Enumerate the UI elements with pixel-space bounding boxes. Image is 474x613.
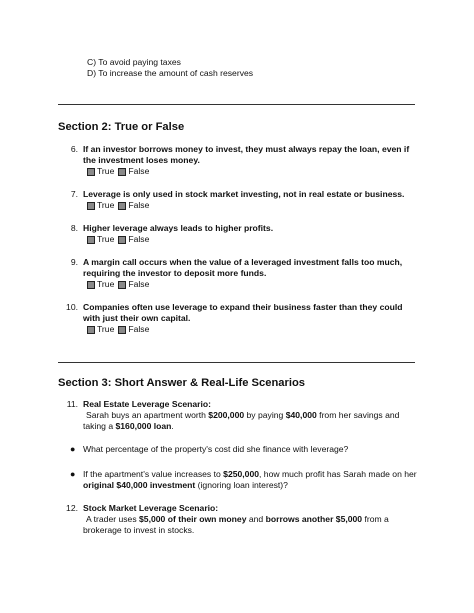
true-false-options	[87, 200, 149, 211]
scenario-text: A trader uses $5,000 of their own money and borrows another $5,000 from a	[86, 514, 389, 524]
true-checkbox[interactable]	[87, 236, 95, 244]
option-d: D) To increase the amount of cash reserves	[87, 68, 254, 78]
true-label: True	[97, 234, 115, 244]
question-number: 6.	[70, 144, 78, 154]
question-text-cont: requiring the investor to deposit more funds.	[83, 268, 267, 278]
true-checkbox[interactable]	[87, 281, 95, 289]
bullet-question-cont: original $40,000 investment (ignoring loan interest)?	[83, 480, 288, 490]
false-label: False	[128, 200, 150, 210]
scenario-text-cont: brokerage to invest in stocks.	[83, 525, 195, 535]
option-c: C) To avoid paying taxes	[87, 57, 181, 67]
true-false-options	[87, 279, 149, 290]
bullet-icon: ●	[70, 469, 76, 479]
question-text: Higher leverage always leads to higher profits.	[83, 223, 274, 233]
false-label: False	[128, 324, 150, 334]
false-label: False	[128, 234, 150, 244]
section-3-title: Section 3: Short Answer & Real-Life Scenarios	[58, 377, 306, 389]
true-label: True	[97, 279, 115, 289]
true-false-options	[87, 166, 149, 177]
question-text: If an investor borrows money to invest, they must always repay the loan, even if	[83, 144, 410, 154]
false-checkbox[interactable]	[118, 326, 126, 334]
true-label: True	[97, 324, 115, 334]
true-label: True	[97, 200, 115, 210]
question-number: 8.	[70, 223, 78, 233]
bullet-question: What percentage of the property's cost did she finance with leverage?	[83, 444, 349, 454]
scenario-text: Sarah buys an apartment worth $200,000 by paying $40,000 from her savings and	[86, 410, 400, 420]
question-text: Companies often use leverage to expand their business faster than they could	[83, 302, 403, 312]
scenario-heading: Stock Market Leverage Scenario:	[83, 503, 219, 513]
bullet-icon: ●	[70, 444, 76, 454]
question-text: Leverage is only used in stock market investing, not in real estate or business.	[83, 189, 405, 199]
false-label: False	[128, 279, 150, 289]
divider	[58, 104, 415, 105]
question-number: 9.	[70, 257, 78, 267]
bullet-question: If the apartment's value increases to $250,000, how much profit has Sarah made on her	[83, 469, 417, 479]
false-checkbox[interactable]	[118, 281, 126, 289]
question-text-cont: the investment loses money.	[83, 155, 200, 165]
true-false-options	[87, 234, 149, 245]
section-2-title: Section 2: True or False	[58, 121, 185, 133]
divider	[58, 362, 415, 363]
scenario-text-cont: taking a $160,000 loan.	[83, 421, 174, 431]
false-checkbox[interactable]	[118, 236, 126, 244]
true-checkbox[interactable]	[87, 202, 95, 210]
true-checkbox[interactable]	[87, 326, 95, 334]
true-label: True	[97, 166, 115, 176]
false-checkbox[interactable]	[118, 168, 126, 176]
scenario-heading: Real Estate Leverage Scenario:	[83, 399, 212, 409]
question-number: 7.	[70, 189, 78, 199]
false-label: False	[128, 166, 150, 176]
question-number: 10.	[66, 302, 78, 312]
false-checkbox[interactable]	[118, 202, 126, 210]
true-checkbox[interactable]	[87, 168, 95, 176]
question-number: 12.	[66, 503, 78, 513]
question-text: A margin call occurs when the value of a leveraged investment falls too much,	[83, 257, 403, 267]
question-text-cont: with just their own capital.	[83, 313, 191, 323]
true-false-options	[87, 324, 149, 335]
question-number: 11.	[66, 399, 78, 409]
